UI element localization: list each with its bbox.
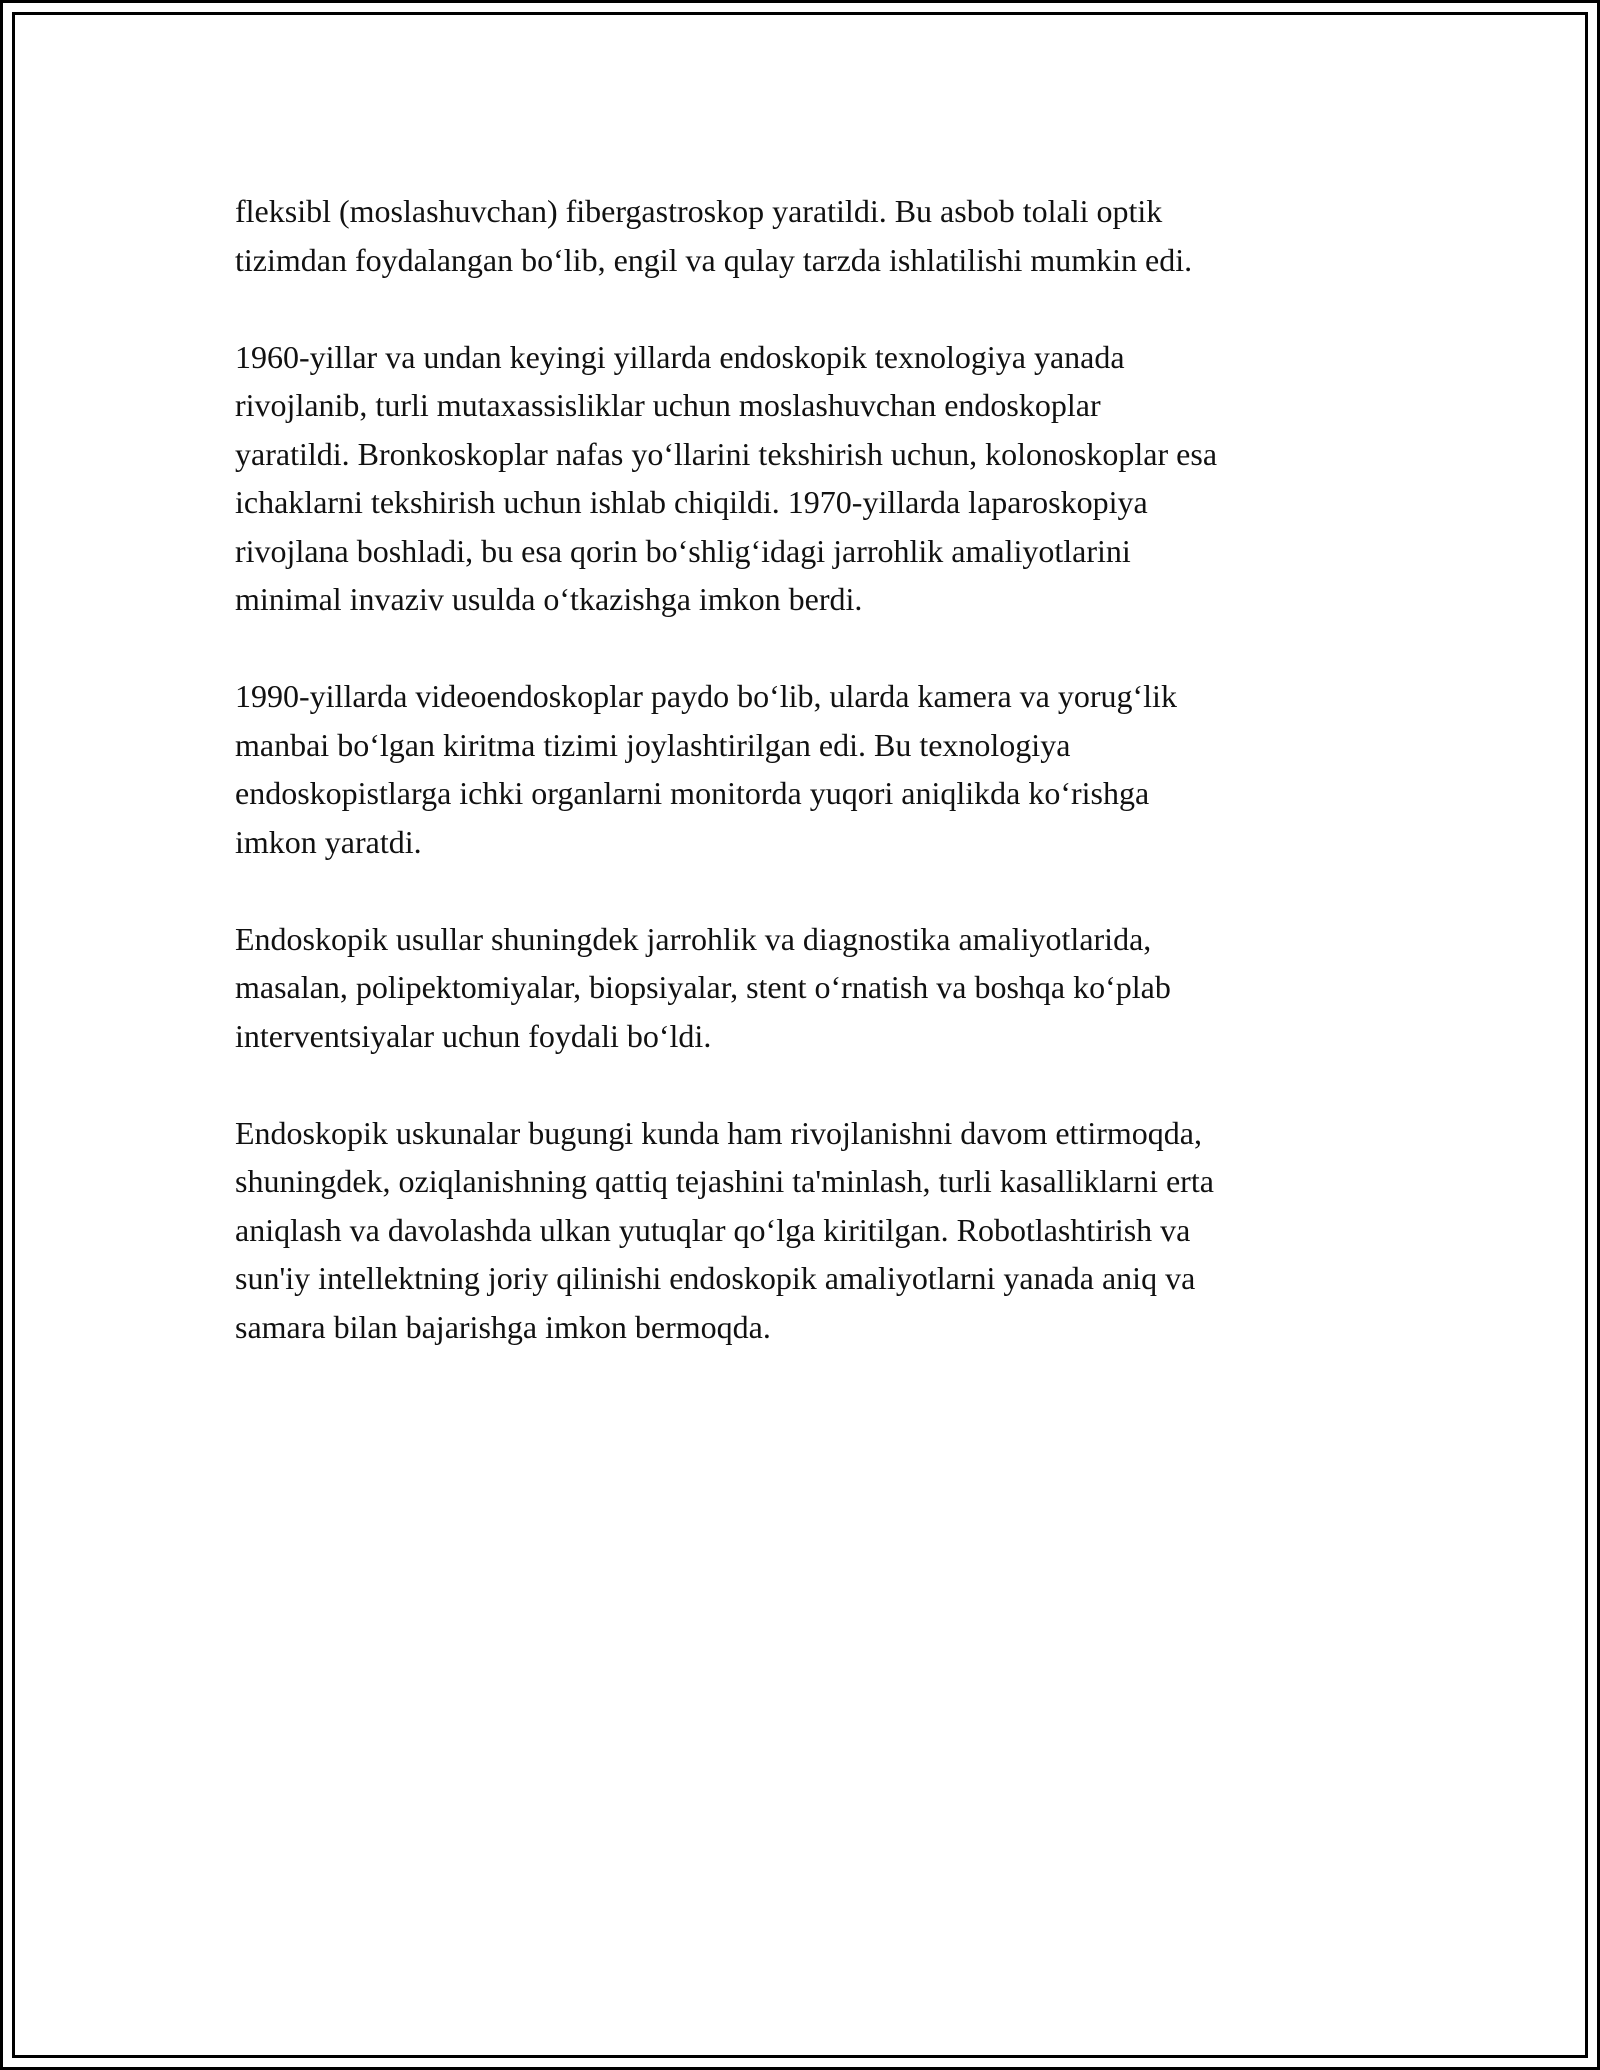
text-line: rivojlana boshladi, bu esa qorin bo‘shlig‘idagi jarrohlik amaliyotlarini bbox=[235, 532, 1131, 569]
text-line: masalan, polipektomiyalar, biopsiyalar, stent o‘rnatish va boshqa ko‘plab bbox=[235, 969, 1171, 1005]
text-line: tizimdan foydalangan bo‘lib, engil va qulay tarzda ishlatilishi mumkin edi. bbox=[235, 241, 1193, 278]
text-line: 1960-yillar va undan keyingi yillarda endoskopik texnologiya yanada bbox=[235, 338, 1125, 375]
paragraph-fibergastroscope bbox=[235, 187, 1385, 284]
text-line: aniqlash va davolashda ulkan yutuqlar qo‘lga kiritilgan. Robotlashtirish va bbox=[235, 1211, 1191, 1248]
paragraph-1990s bbox=[235, 672, 1385, 866]
text-line: samara bilan bajarishga imkon bermoqda. bbox=[235, 1308, 771, 1345]
text-line: Endoskopik usullar shuningdek jarrohlik va diagnostika amaliyotlarida, bbox=[235, 920, 1152, 957]
text-line: shuningdek, oziqlanishning qattiq tejashini ta'minlash, turli kasalliklarni erta bbox=[235, 1163, 1214, 1199]
document-body bbox=[235, 187, 1385, 1400]
text-line: endoskopistlarga ichki organlarni monitorda yuqori aniqlikda ko‘rishga bbox=[235, 775, 1150, 811]
text-line: yaratildi. Bronkoskoplar nafas yo‘llarini tekshirish uchun, kolonoskoplar esa bbox=[235, 435, 1218, 472]
paragraph-endoscopic-methods bbox=[235, 915, 1385, 1061]
paragraph-1960s bbox=[235, 333, 1385, 624]
paragraph-endoscopic-equipment bbox=[235, 1109, 1385, 1352]
text-line: minimal invaziv usulda o‘tkazishga imkon berdi. bbox=[235, 581, 863, 617]
text-line: ichaklarni tekshirish uchun ishlab chiqildi. 1970-yillarda laparoskopiya bbox=[235, 484, 1148, 520]
text-line: fleksibl (moslashuvchan) fibergastroskop yaratildi. Bu asbob tolali optik bbox=[235, 193, 1163, 229]
text-line: Endoskopik uskunalar bugungi kunda ham rivojlanishni davom ettirmoqda, bbox=[235, 1114, 1202, 1151]
text-line: manbai bo‘lgan kiritma tizimi joylashtirilgan edi. Bu texnologiya bbox=[235, 726, 1071, 763]
text-line: interventsiyalar uchun foydali bo‘ldi. bbox=[235, 1017, 712, 1054]
text-line: rivojlanib, turli mutaxassisliklar uchun moslashuvchan endoskoplar bbox=[235, 387, 1101, 423]
text-line: 1990-yillarda videoendoskoplar paydo bo‘lib, ularda kamera va yorug‘lik bbox=[235, 678, 1177, 714]
text-line: imkon yaratdi. bbox=[235, 823, 422, 860]
text-line: sun'iy intellektning joriy qilinishi endoskopik amaliyotlarni yanada aniq va bbox=[235, 1260, 1196, 1296]
